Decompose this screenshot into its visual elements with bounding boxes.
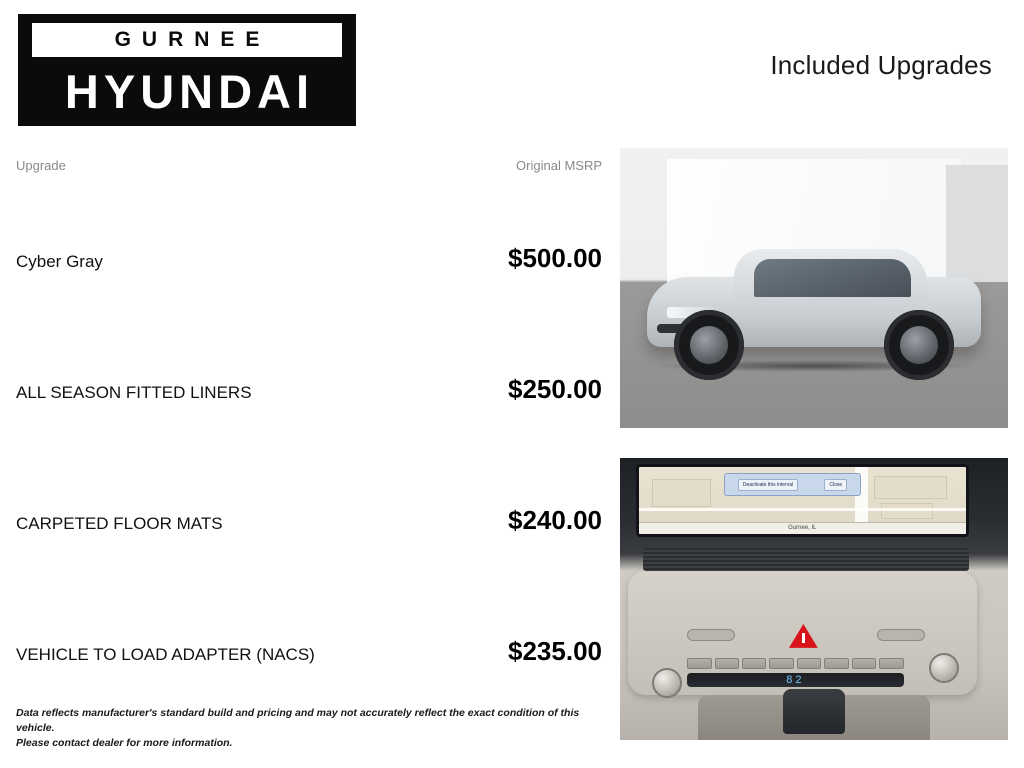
upgrade-price: $500.00 <box>508 243 602 273</box>
climate-button[interactable] <box>879 658 903 669</box>
climate-button-strip[interactable] <box>687 658 903 669</box>
disclaimer <box>16 706 596 752</box>
disclaimer-line-2: Please contact dealer for more information. <box>16 737 233 750</box>
table-header-row <box>16 158 602 173</box>
climate-display <box>687 673 903 688</box>
popup-primary-button[interactable]: Deactivate this interval <box>738 479 798 491</box>
car-illustration <box>647 249 981 375</box>
upgrade-price: $240.00 <box>508 505 602 535</box>
climate-button[interactable] <box>769 658 793 669</box>
map-block <box>881 503 933 519</box>
column-header-upgrade: Upgrade <box>16 158 66 173</box>
popup-close-button[interactable]: Close <box>824 479 847 491</box>
infotainment-screen <box>636 464 970 537</box>
rear-wheel <box>674 310 744 380</box>
climate-button[interactable] <box>687 658 711 669</box>
table-row <box>16 304 602 435</box>
upgrades-table <box>16 158 602 697</box>
gear-shifter[interactable] <box>783 689 845 734</box>
screen-popup-dialog[interactable] <box>724 473 862 496</box>
table-row <box>16 566 602 697</box>
map-block <box>874 476 946 499</box>
upgrade-name: Cyber Gray <box>16 252 103 271</box>
console-button-left[interactable] <box>687 629 735 641</box>
console-button-right[interactable] <box>877 629 925 641</box>
climate-button[interactable] <box>742 658 766 669</box>
vehicle-interior-photo <box>620 458 1008 740</box>
car-windows <box>754 259 911 297</box>
column-header-msrp: Original MSRP <box>516 158 602 173</box>
screen-status-text: Gurnee, IL <box>788 525 817 532</box>
disclaimer-line-1: Data reflects manufacturer's standard build and pricing and may not accurately reflect the exact condition of this vehicle. <box>16 707 580 735</box>
volume-knob[interactable] <box>652 668 682 698</box>
upgrade-name: VEHICLE TO LOAD ADAPTER (NACS) <box>16 645 315 664</box>
upgrade-name: ALL SEASON FITTED LINERS <box>16 383 252 402</box>
tune-knob[interactable] <box>929 653 959 683</box>
climate-button[interactable] <box>824 658 848 669</box>
hazard-light-button[interactable] <box>788 623 818 649</box>
upgrade-price: $250.00 <box>508 374 602 404</box>
dealer-logo-top-text: GURNEE <box>32 23 341 57</box>
upgrade-price: $235.00 <box>508 636 602 666</box>
dealer-logo <box>18 14 356 126</box>
map-road <box>639 508 967 511</box>
vehicle-exterior-photo <box>620 148 1008 428</box>
screen-status-bar <box>639 522 967 534</box>
table-row <box>16 173 602 304</box>
page-title: Included Upgrades <box>770 50 992 80</box>
climate-button[interactable] <box>797 658 821 669</box>
front-wheel <box>884 310 954 380</box>
climate-button[interactable] <box>852 658 876 669</box>
climate-button[interactable] <box>715 658 739 669</box>
table-row <box>16 435 602 566</box>
climate-temperature: 82 <box>786 673 805 686</box>
upgrade-name: CARPETED FLOOR MATS <box>16 514 223 533</box>
dashboard-vents <box>643 548 969 571</box>
center-console-panel <box>628 571 977 695</box>
dealer-logo-bottom-text: HYUNDAI <box>64 64 315 118</box>
map-block <box>652 479 711 507</box>
